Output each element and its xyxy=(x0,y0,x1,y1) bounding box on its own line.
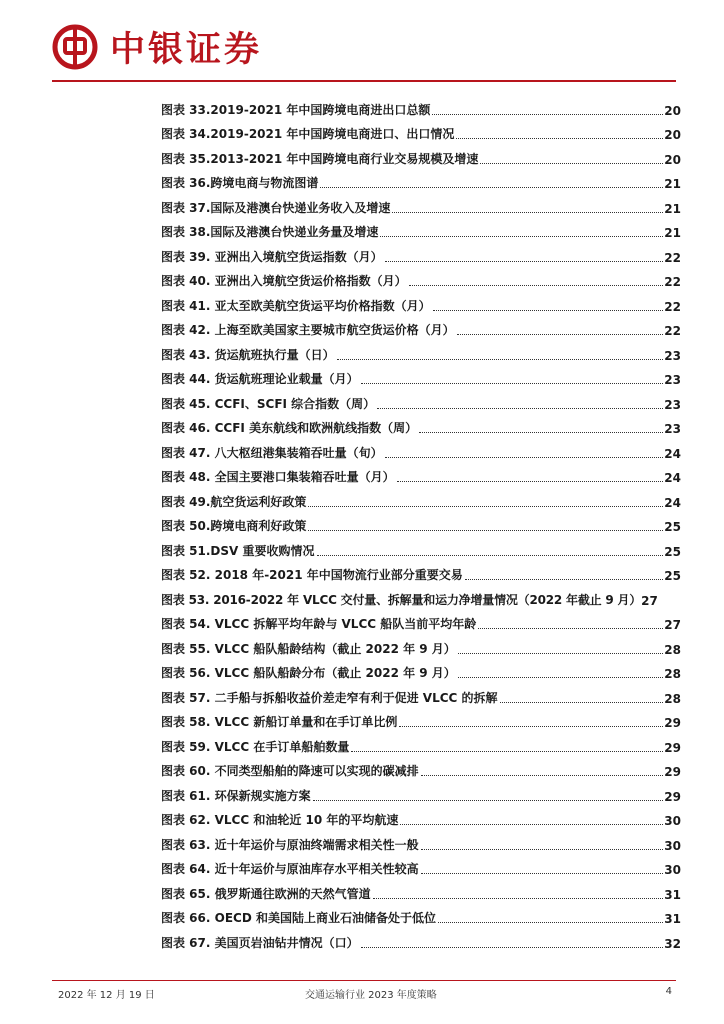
toc-entry-page: 21 xyxy=(664,201,681,216)
toc-entry-title: 图表 42. 上海至欧美国家主要城市航空货运价格（月） xyxy=(161,323,455,337)
toc-entry-title: 图表 45. CCFI、SCFI 综合指数（周） xyxy=(161,396,376,411)
toc-entry-page: 28 xyxy=(664,691,681,706)
toc-entry-page: 23 xyxy=(664,348,681,363)
toc-entry-title: 图表 37.国际及港澳台快递业务收入及增速 xyxy=(161,200,391,215)
toc-entry[interactable] xyxy=(161,510,681,535)
toc-dot-leader xyxy=(456,138,663,139)
toc-entry-title: 图表 58. VLCC 新船订单量和在手订单比例 xyxy=(161,715,398,729)
toc-entry[interactable] xyxy=(161,93,681,118)
toc-entry[interactable] xyxy=(161,804,681,829)
toc-entry[interactable] xyxy=(161,902,681,927)
toc-entry-title: 图表 43. 货运航班执行量（日） xyxy=(161,347,335,362)
toc-entry-page: 20 xyxy=(664,128,681,142)
toc-dot-leader xyxy=(313,800,664,801)
toc-dot-leader xyxy=(438,922,663,923)
toc-entry-title: 图表 62. VLCC 和油轮近 10 年的平均航速 xyxy=(161,813,399,827)
toc-entry-title: 图表 35.2013-2021 年中国跨境电商行业交易规模及增速 xyxy=(161,151,479,166)
toc-dot-leader xyxy=(419,432,663,433)
table-of-figures xyxy=(161,93,681,951)
toc-entry[interactable] xyxy=(161,436,681,461)
toc-entry-page: 30 xyxy=(664,814,681,828)
toc-entry[interactable] xyxy=(161,877,681,902)
toc-entry[interactable] xyxy=(161,289,681,314)
toc-entry[interactable] xyxy=(161,706,681,731)
toc-dot-leader xyxy=(458,653,663,654)
toc-entry[interactable] xyxy=(161,559,681,584)
toc-entry-page: 21 xyxy=(664,177,681,191)
footer-page-number: 4 xyxy=(665,986,672,997)
toc-dot-leader xyxy=(361,383,664,384)
toc-dot-leader xyxy=(465,579,664,580)
toc-entry[interactable] xyxy=(161,314,681,339)
bank-of-china-logo-icon xyxy=(52,24,98,70)
toc-entry-page: 29 xyxy=(664,789,681,804)
toc-dot-leader xyxy=(478,628,663,629)
toc-dot-leader xyxy=(337,359,664,360)
toc-entry-page: 31 xyxy=(664,912,681,926)
toc-entry-page: 25 xyxy=(664,569,681,583)
header-divider xyxy=(52,80,676,82)
toc-entry-page: 27 xyxy=(664,618,681,632)
brand-logo xyxy=(52,22,262,72)
toc-entry[interactable] xyxy=(161,461,681,486)
toc-entry-page: 24 xyxy=(664,471,681,485)
toc-entry[interactable] xyxy=(161,363,681,388)
toc-entry-title: 图表 44. 货运航班理论业载量（月） xyxy=(161,372,359,386)
toc-dot-leader xyxy=(397,481,664,482)
toc-dot-leader xyxy=(433,310,664,311)
toc-dot-leader xyxy=(480,163,663,164)
toc-entry[interactable] xyxy=(161,387,681,412)
toc-dot-leader xyxy=(351,751,663,752)
toc-entry[interactable] xyxy=(161,485,681,510)
toc-entry-title: 图表 55. VLCC 船队船龄结构（截止 2022 年 9 月） xyxy=(161,641,456,656)
toc-entry-page: 25 xyxy=(664,544,681,559)
toc-entry-page: 23 xyxy=(664,373,681,387)
toc-entry-title: 图表 47. 八大枢纽港集装箱吞吐量（旬） xyxy=(161,445,383,460)
toc-entry-page: 22 xyxy=(664,324,681,338)
toc-entry[interactable] xyxy=(161,730,681,755)
toc-entry-title: 图表 65. 俄罗斯通往欧洲的天然气管道 xyxy=(161,886,371,901)
toc-entry-page: 23 xyxy=(664,422,681,436)
toc-entry-page: 22 xyxy=(664,250,681,265)
toc-entry-title: 图表 49.航空货运利好政策 xyxy=(161,494,307,509)
toc-dot-leader xyxy=(320,187,663,188)
toc-entry[interactable] xyxy=(161,853,681,878)
toc-entry-title: 图表 53. 2016-2022 年 VLCC 交付量、拆解量和运力净增量情况（2022 年截止 9 月） xyxy=(161,592,642,607)
toc-entry-page: 30 xyxy=(664,838,681,853)
toc-entry-page: 31 xyxy=(664,887,681,902)
toc-entry-page: 25 xyxy=(664,520,681,534)
toc-dot-leader xyxy=(500,702,664,703)
toc-dot-leader xyxy=(308,506,663,507)
toc-entry[interactable] xyxy=(161,608,681,633)
toc-entry-page: 32 xyxy=(664,936,681,951)
toc-entry-title: 图表 67. 美国页岩油钻井情况（口） xyxy=(161,935,359,950)
toc-entry[interactable] xyxy=(161,240,681,265)
toc-entry-page: 21 xyxy=(664,226,681,240)
toc-entry[interactable] xyxy=(161,338,681,363)
toc-dot-leader xyxy=(400,824,663,825)
toc-entry[interactable] xyxy=(161,583,681,608)
toc-dot-leader xyxy=(409,285,664,286)
page-header xyxy=(0,0,724,82)
toc-entry-title: 图表 66. OECD 和美国陆上商业石油储备处于低位 xyxy=(161,911,436,925)
toc-entry-title: 图表 63. 近十年运价与原油终端需求相关性一般 xyxy=(161,837,419,852)
toc-entry-title: 图表 51.DSV 重要收购情况 xyxy=(161,543,315,558)
toc-entry-title: 图表 46. CCFI 美东航线和欧洲航线指数（周） xyxy=(161,421,418,435)
toc-entry[interactable] xyxy=(161,657,681,682)
toc-entry-page: 28 xyxy=(664,642,681,657)
toc-entry-page: 29 xyxy=(664,765,681,779)
toc-dot-leader xyxy=(308,530,663,531)
toc-entry[interactable] xyxy=(161,142,681,167)
toc-entry-page: 28 xyxy=(664,667,681,681)
toc-entry-page: 24 xyxy=(664,495,681,510)
toc-dot-leader xyxy=(399,726,663,727)
toc-dot-leader xyxy=(373,898,664,899)
toc-dot-leader xyxy=(432,114,663,115)
toc-entry[interactable] xyxy=(161,118,681,143)
toc-entry[interactable] xyxy=(161,828,681,853)
toc-entry-title: 图表 34.2019-2021 年中国跨境电商进口、出口情况 xyxy=(161,127,455,141)
toc-dot-leader xyxy=(458,677,663,678)
toc-entry-page: 20 xyxy=(664,103,681,118)
toc-dot-leader xyxy=(392,212,663,213)
toc-entry-page: 20 xyxy=(664,152,681,167)
toc-entry-title: 图表 57. 二手船与拆船收益价差走窄有利于促进 VLCC 的拆解 xyxy=(161,690,498,705)
toc-entry-page: 22 xyxy=(664,275,681,289)
toc-entry[interactable] xyxy=(161,191,681,216)
toc-entry-title: 图表 59. VLCC 在手订单船舶数量 xyxy=(161,739,350,754)
toc-entry[interactable] xyxy=(161,632,681,657)
toc-dot-leader xyxy=(421,775,664,776)
toc-entry-title: 图表 61. 环保新规实施方案 xyxy=(161,788,311,803)
toc-entry-title: 图表 60. 不同类型船舶的降速可以实现的碳减排 xyxy=(161,764,419,778)
toc-entry-page: 23 xyxy=(664,397,681,412)
toc-dot-leader xyxy=(361,947,664,948)
toc-entry[interactable] xyxy=(161,681,681,706)
toc-entry-page: 27 xyxy=(641,593,658,608)
toc-entry-title: 图表 38.国际及港澳台快递业务量及增速 xyxy=(161,225,379,239)
brand-name: 中银证券 xyxy=(110,29,263,70)
toc-dot-leader xyxy=(377,408,663,409)
toc-entry-title: 图表 52. 2018 年-2021 年中国物流行业部分重要交易 xyxy=(161,568,463,582)
toc-entry[interactable] xyxy=(161,167,681,192)
toc-entry-page: 24 xyxy=(664,446,681,461)
toc-entry[interactable] xyxy=(161,534,681,559)
toc-entry-title: 图表 41. 亚太至欧美航空货运平均价格指数（月） xyxy=(161,298,431,313)
toc-dot-leader xyxy=(457,334,664,335)
toc-entry-title: 图表 48. 全国主要港口集装箱吞吐量（月） xyxy=(161,470,395,484)
toc-entry[interactable] xyxy=(161,412,681,437)
toc-entry[interactable] xyxy=(161,779,681,804)
toc-dot-leader xyxy=(380,236,663,237)
toc-entry-title: 图表 56. VLCC 船队船龄分布（截止 2022 年 9 月） xyxy=(161,666,456,680)
toc-dot-leader xyxy=(421,873,664,874)
toc-entry[interactable] xyxy=(161,265,681,290)
footer-date: 2022 年 12 月 19 日 xyxy=(58,990,155,1001)
toc-entry-page: 30 xyxy=(664,863,681,877)
toc-entry-title: 图表 40. 亚洲出入境航空货运价格指数（月） xyxy=(161,274,407,288)
toc-entry-page: 29 xyxy=(664,740,681,755)
footer-divider xyxy=(52,980,676,981)
footer-report-title: 交通运输行业 2023 年度策略 xyxy=(305,990,437,1001)
toc-entry-title: 图表 39. 亚洲出入境航空货运指数（月） xyxy=(161,249,383,264)
toc-entry-page: 22 xyxy=(664,299,681,314)
toc-entry[interactable] xyxy=(161,216,681,241)
toc-entry[interactable] xyxy=(161,755,681,780)
toc-entry-title: 图表 50.跨境电商利好政策 xyxy=(161,519,307,533)
toc-dot-leader xyxy=(385,261,664,262)
toc-dot-leader xyxy=(317,555,664,556)
toc-entry-page: 29 xyxy=(664,716,681,730)
toc-dot-leader xyxy=(385,457,664,458)
toc-entry-title: 图表 36.跨境电商与物流图谱 xyxy=(161,176,319,190)
toc-entry-title: 图表 54. VLCC 拆解平均年龄与 VLCC 船队当前平均年龄 xyxy=(161,617,477,631)
toc-dot-leader xyxy=(421,849,664,850)
toc-entry-title: 图表 64. 近十年运价与原油库存水平相关性较高 xyxy=(161,862,419,876)
toc-entry[interactable] xyxy=(161,926,681,951)
toc-entry-title: 图表 33.2019-2021 年中国跨境电商进出口总额 xyxy=(161,102,431,117)
